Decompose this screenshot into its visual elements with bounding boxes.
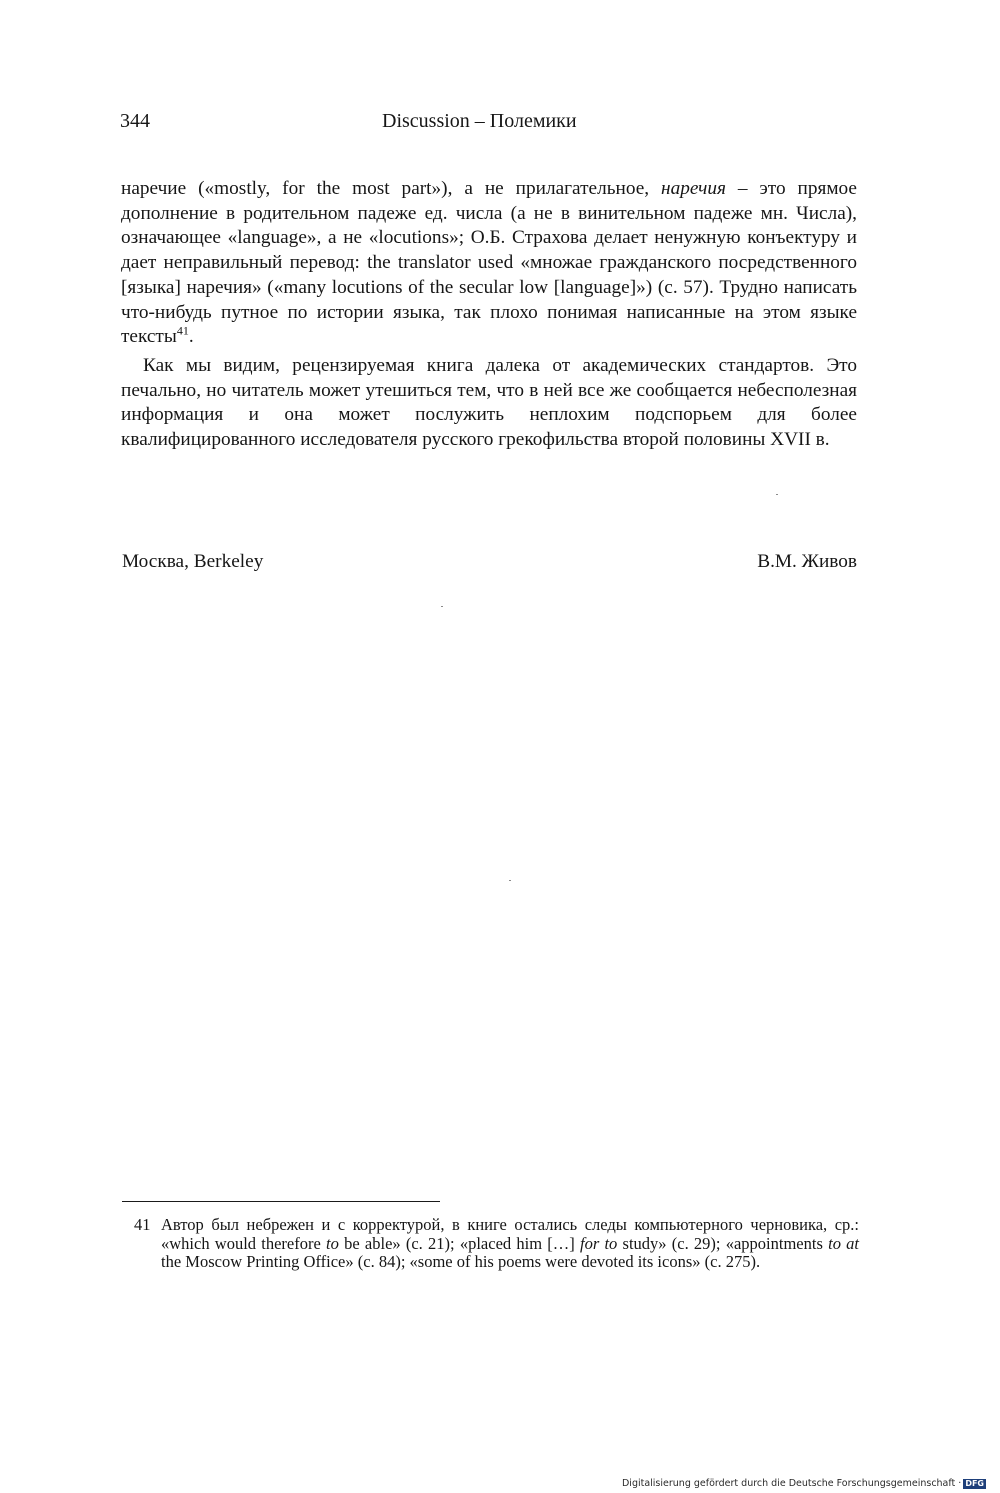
credit-text: Digitalisierung gefördert durch die Deutsche Forschungsgemeinschaft · — [621, 1478, 962, 1489]
footnote-reference[interactable]: 41 — [176, 323, 189, 338]
footnote-italic-3: to at — [828, 1233, 860, 1253]
footnote-italic-1: to — [326, 1233, 339, 1253]
footnote-text-b: be able» (с. 21); «placed him […] — [338, 1233, 580, 1253]
dfg-logo: DFG — [965, 1478, 984, 1488]
running-title: Discussion – Полемики — [382, 110, 577, 132]
footnote-separator — [122, 1201, 440, 1202]
page-header — [120, 110, 860, 140]
footnote-text — [161, 1216, 859, 1272]
paragraph-1-text-b: – это прямое дополнение в родительном падеже ед. числа (а не в винительном падеже мн. Числа), означающее «language», а не «locutions»; О.Б. Страхова делает ненужную конъектуру и дает неправильный перевод: the translator used «множае гражданского посредственного [языка] наречия» («many locutions of the secular low [language]») (с. 57). Трудно написать что-нибудь путное по истории языка, так плохо понимая написанные на этом языке тексты — [121, 178, 857, 348]
footnote-italic-2: for to — [579, 1233, 618, 1253]
signoff-author: В.М. Живов — [757, 551, 857, 572]
scan-speck — [776, 494, 778, 495]
paragraph-1-text-c: . — [188, 326, 194, 348]
footnote-text-a: Автор был небрежен и с корректурой, в книге остались следы компьютерного черновика, ср.: «which would therefore — [161, 1215, 859, 1253]
scan-speck — [441, 606, 443, 607]
footnote-41 — [134, 1216, 859, 1272]
paragraph-2: Как мы видим, рецензируемая книга далека от академических стандартов. Это печально, но читатель может утешиться тем, что в ней все же сообщается небесполезная информация и она может послужить неплохим подспорьем для более квалифицированного исследователя русского грекофильства второй половины XVII в. — [121, 354, 857, 451]
footnote-number: 41 — [134, 1215, 151, 1234]
paragraph-1-text-a: наречие («mostly, for the most part»), а не прилагательное, — [121, 178, 662, 199]
page-number: 344 — [120, 110, 150, 132]
paragraph-1-italic-term: наречия — [661, 178, 726, 199]
digitization-credit — [622, 1478, 986, 1489]
paragraph-1 — [121, 177, 857, 350]
scan-speck — [509, 880, 511, 881]
footnote-text-d: the Moscow Printing Office» (с. 84); «some of his poems were devoted its icons» (с. 275). — [161, 1252, 761, 1272]
footnote-text-c: study» (с. 29); «appointments — [617, 1233, 829, 1253]
signoff-place: Москва, Berkeley — [122, 551, 264, 572]
body-text — [121, 177, 857, 453]
